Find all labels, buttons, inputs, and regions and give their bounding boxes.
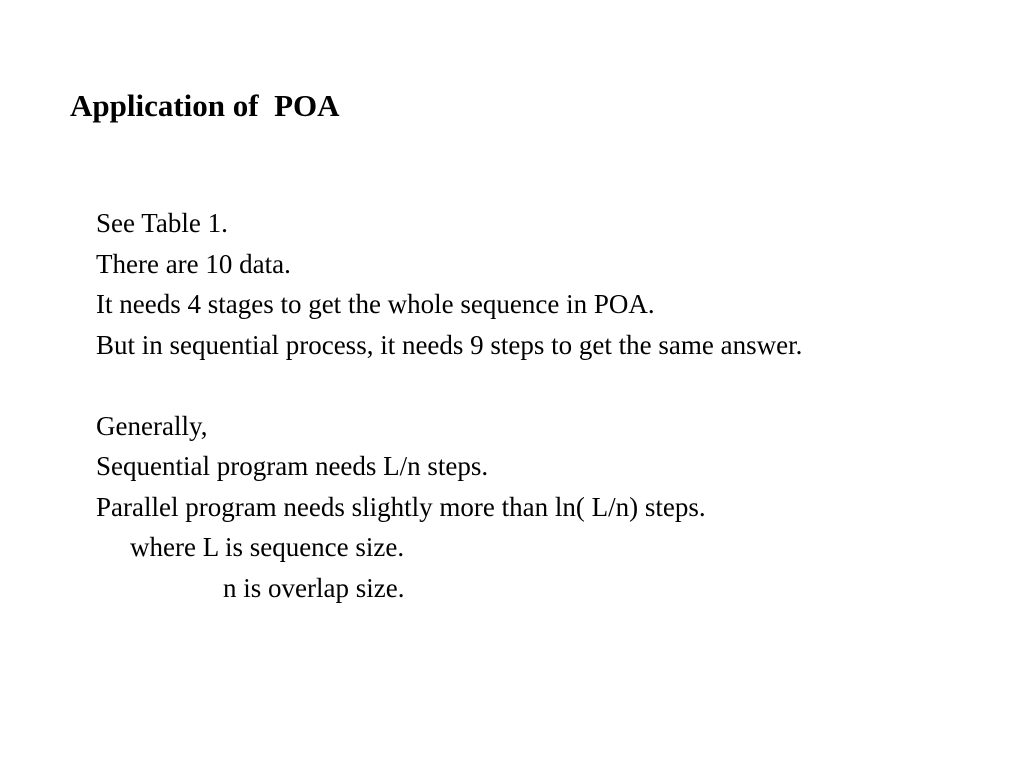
text-line-data-count: There are 10 data. xyxy=(96,248,291,279)
slide-body xyxy=(96,203,802,608)
text-line-parallel-program: Parallel program needs slightly more than ln( L/n) steps. xyxy=(96,491,706,522)
text-line-stages: It needs 4 stages to get the whole sequence in POA. xyxy=(96,289,655,319)
text-line-generally: Generally, xyxy=(96,410,208,441)
text-line-see-table: See Table 1. xyxy=(96,208,228,238)
text-line-sequential-program: Sequential program needs L/n steps. xyxy=(96,451,489,481)
text-line-where-l: where L is sequence size. xyxy=(130,532,405,562)
blank-line xyxy=(96,365,802,406)
text-line-n-overlap: n is overlap size. xyxy=(223,572,405,603)
slide-title: Application of POA xyxy=(70,88,340,123)
text-line-sequential-steps: But in sequential process, it needs 9 steps to get the same answer. xyxy=(96,329,803,360)
